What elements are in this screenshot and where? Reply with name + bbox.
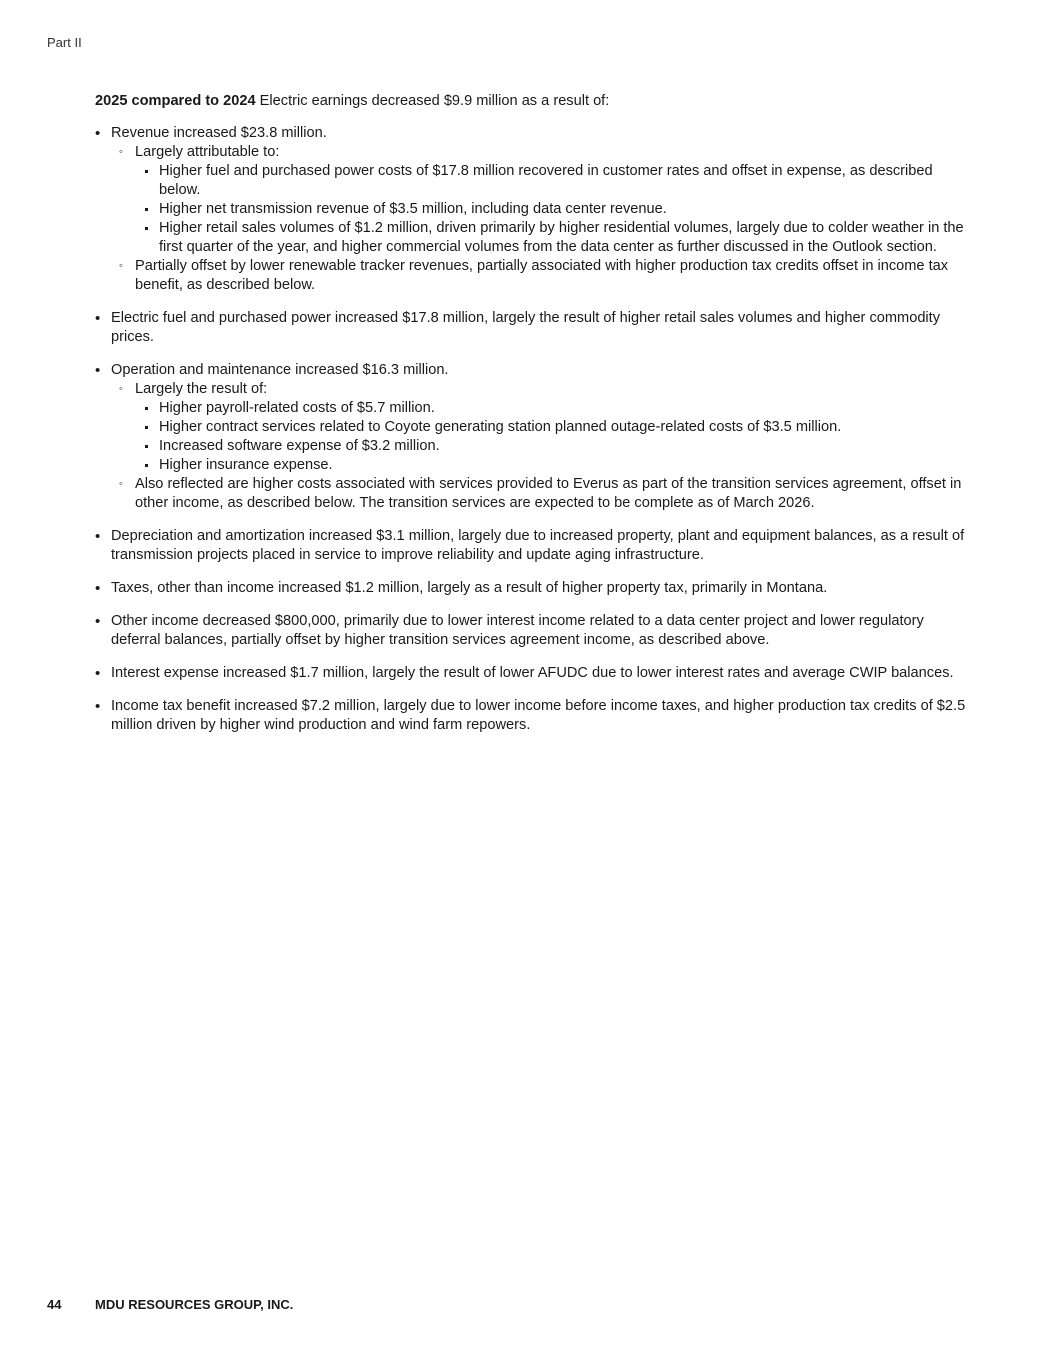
list-item: Higher retail sales volumes of $1.2 million, driven primarily by higher residential volumes, largely due to colder weather in the first quarter of the year, and higher commercial volumes from the data center as further discussed in the Outlook section. <box>159 219 975 257</box>
part-label: Part II <box>47 35 82 50</box>
om-text: Operation and maintenance increased $16.3 million. <box>111 362 449 378</box>
revenue-sublist <box>111 143 975 295</box>
revenue-attributable-text: Largely attributable to: <box>135 144 280 160</box>
company-name: MDU RESOURCES GROUP, INC. <box>95 1297 294 1312</box>
list-item-revenue <box>95 124 975 295</box>
list-item-interest-expense: • Interest expense increased $1.7 million, largely the result of lower AFUDC due to lower interest rates and average CWIP balances. <box>95 664 975 683</box>
list-item-taxes: • Taxes, other than income increased $1.2 million, largely as a result of higher property tax, primarily in Montana. <box>95 579 975 598</box>
intro-lead-text: Electric earnings decreased $9.9 million as a result of: <box>255 93 610 109</box>
document-body <box>95 92 975 749</box>
list-item: Higher insurance expense. <box>159 456 975 475</box>
list-item-fuel: • Electric fuel and purchased power increased $17.8 million, largely the result of higher retail sales volumes and higher commodity prices. <box>95 309 975 347</box>
list-item: Increased software expense of $3.2 million. <box>159 437 975 456</box>
list-item-income-tax: • Income tax benefit increased $7.2 million, largely due to lower income before income taxes, and higher production tax credits of $2.5 million driven by higher wind production and wind farm repowers. <box>95 697 975 735</box>
list-item-other-income: • Other income decreased $800,000, primarily due to lower interest income related to a data center project and lower regulatory deferral balances, partially offset by higher transition services agreement income, as described above. <box>95 612 975 650</box>
om-result-of <box>135 380 975 475</box>
revenue-attributable-points <box>135 162 975 257</box>
page-number: 44 <box>47 1297 62 1312</box>
intro-paragraph <box>95 92 975 111</box>
revenue-attributable <box>135 143 975 257</box>
list-item: Higher fuel and purchased power costs of $17.8 million recovered in customer rates and offset in expense, as described below. <box>159 162 975 200</box>
page-footer <box>47 1297 293 1312</box>
list-item: Higher contract services related to Coyote generating station planned outage-related costs of $3.5 million. <box>159 418 975 437</box>
om-also-reflected: ◦ Also reflected are higher costs associated with services provided to Everus as part of the transition services agreement, offset in other income, as described below. The transition services are expected to be complete as of March 2026. <box>135 475 975 513</box>
revenue-text: Revenue increased $23.8 million. <box>111 125 327 141</box>
list-item: Higher payroll-related costs of $5.7 million. <box>159 399 975 418</box>
earnings-factors-list <box>95 124 975 735</box>
list-item-operation-maintenance <box>95 361 975 513</box>
revenue-offset: ◦ Partially offset by lower renewable tracker revenues, partially associated with higher production tax credits offset in income tax benefit, as described below. <box>135 257 975 295</box>
om-sublist <box>111 380 975 513</box>
list-item-depreciation: • Depreciation and amortization increased $3.1 million, largely due to increased property, plant and equipment balances, as a result of transmission projects placed in service to improve reliability and update aging infrastructure. <box>95 527 975 565</box>
intro-lead-bold: 2025 compared to 2024 <box>95 93 256 109</box>
om-result-points <box>135 399 975 475</box>
om-result-of-text: Largely the result of: <box>135 381 268 397</box>
list-item: Higher net transmission revenue of $3.5 million, including data center revenue. <box>159 200 975 219</box>
